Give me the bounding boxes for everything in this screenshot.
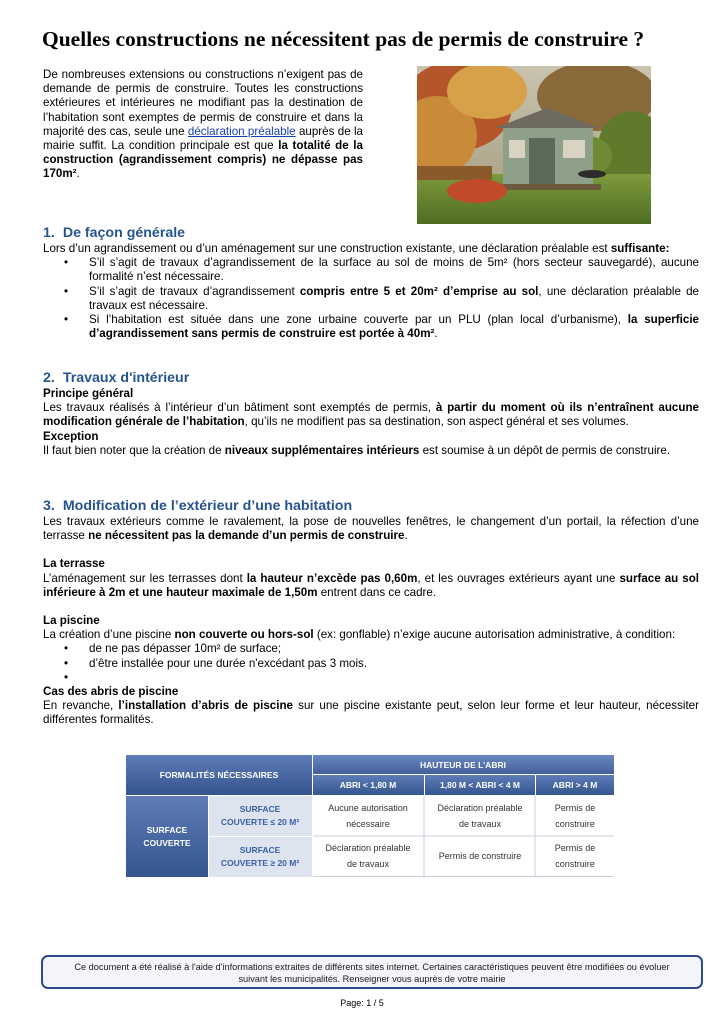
section-heading: 2. Travaux d'intérieur (43, 370, 190, 386)
section-paragraph: Les travaux extérieurs comme le ravalement, la pose de nouvelles fenêtres, le changement d’un portail, la réfection d’une terrasse ne nécessitent pas la demande d’un permis de construire. (43, 515, 699, 543)
formalities-table (126, 755, 614, 877)
table-cell: Permis de (554, 803, 596, 813)
footer-line: Ce document a été réalisé à l'aide d'informations extraites de différents sites internet. Certaines caractéristiques peuvent être modifiées ou évoluer (74, 962, 670, 972)
bullet-list (43, 642, 699, 685)
table-cell: nécessaire (346, 819, 390, 829)
section-heading: 1. De façon générale (43, 225, 186, 241)
subheading-abris: Cas des abris de piscine (43, 685, 179, 699)
table-cell: construire (555, 859, 595, 869)
section-heading: 3. Modification de l’extérieur d’une habitation (43, 498, 353, 514)
section-paragraph: Lors d’un agrandissement ou d’un aménagement sur une construction existante, une déclaration préalable est suffisante: (43, 242, 670, 255)
table-cell: Déclaration préalable (325, 843, 411, 853)
intro-text: . (76, 167, 80, 181)
page-title: Quelles constructions ne nécessitent pas de permis de construire ? (42, 27, 645, 51)
table-header-formalites: FORMALITÉS NÉCESSAIRES (159, 770, 279, 780)
table-row-label: COUVERTE ≤ 20 M² (220, 817, 300, 827)
table-cell: Aucune autorisation (328, 803, 408, 813)
table-cell: de travaux (346, 859, 390, 869)
footer-line: suivant les municipalités. Renseigner vous auprès de votre mairie (238, 973, 506, 984)
section-paragraph: Les travaux réalisés à l’intérieur d’un bâtiment sont exemptés de permis, à partir du moment où ils n’entraînent aucune modification générale de l’habitation, qu’ils ne modifient pas sa destination, son aspect général et ses volumes. (43, 401, 699, 429)
table-cell: Déclaration préalable (437, 803, 523, 813)
table-row-group: COUVERTE (143, 838, 191, 848)
table-cell: Permis de construire (438, 851, 522, 861)
table-cell: construire (555, 819, 595, 829)
table-col-header: ABRI > 4 M (552, 780, 598, 790)
subheading: Exception (43, 429, 99, 443)
section-paragraph: Il faut bien noter que la création de niveaux supplémentaires intérieurs est soumise à un dépôt de permis de construire. (43, 443, 671, 457)
table-row-label: SURFACE (239, 804, 281, 814)
intro-text: auprès de la mairie suffit. La condition principale est que (43, 124, 363, 153)
intro-text: De nombreuses extensions ou constructions n’exigent pas de demande de permis de construire. Toutes les constructions extérieures et intérieures ne modifiant pas la destination de l’habitation sont exemptes de permis de construire et dans la majorité des cas, seule une (43, 68, 363, 138)
list-item: • S’il s’agit de travaux d’agrandissement de la surface au sol de moins de 5m² (hors secteur sauvegardé), aucune formalité n’est nécessaire. (64, 256, 699, 284)
section-paragraph: L’aménagement sur les terrasses dont la hauteur n’excède pas 0,60m, et les ouvrages extérieurs ayant une surface au sol inférieure à 2m et une hauteur maximale de 1,50m entrent dans ce cadre. (43, 571, 699, 599)
intro-paragraph (43, 68, 363, 182)
table-col-header: ABRI < 1,80 M (339, 780, 397, 790)
list-item: • Si l’habitation est située dans une zone urbaine couverte par un PLU (plan local d’urbanisme), la superficie d’agrandissement sans permis de construire est portée à 40m². (64, 313, 699, 341)
list-item: • S’il s’agit de travaux d’agrandissement compris entre 5 et 20m² d’emprise au sol, une déclaration préalable de travaux est nécessaire. (64, 284, 700, 312)
subheading: Principe général (43, 387, 134, 400)
section-paragraph: La création d’une piscine non couverte ou hors-sol (ex: gonflable) n’exige aucune autorisation administrative, à condition: (43, 628, 676, 642)
page-number: Page: 1 / 5 (340, 998, 384, 1008)
intro-bold: la totalité de la construction (agrandissement compris) ne dépasse pas 170m² (43, 139, 363, 181)
footer-note (41, 955, 703, 989)
list-item: • d’être installée pour une durée n'excédant pas 3 mois. (64, 656, 368, 670)
subheading-piscine: La piscine (43, 614, 100, 628)
table-row-label: SURFACE (239, 845, 281, 855)
table-row-label: COUVERTE ≥ 20 M² (220, 858, 300, 868)
garden-shed-photo (417, 66, 651, 224)
declaration-link[interactable]: déclaration préalable (187, 124, 296, 138)
table-cell: de travaux (458, 819, 502, 829)
table-header-hauteur: HAUTEUR DE L’ABRI (420, 760, 506, 770)
table-row-group: SURFACE (146, 825, 188, 835)
table-col-header: 1,80 M < ABRI < 4 M (440, 780, 520, 790)
list-item: • (64, 670, 69, 684)
section-general (43, 224, 699, 341)
section-exterior (43, 497, 699, 728)
table-cell: Permis de (554, 843, 596, 853)
subheading-terrasse: La terrasse (43, 557, 105, 571)
section-paragraph: En revanche, l’installation d’abris de piscine sur une piscine existante peut, selon leur forme et leur hauteur, nécessiter différentes formalités. (43, 699, 699, 727)
bullet-list (43, 256, 699, 341)
list-item: • de ne pas dépasser 10m² de surface; (64, 642, 282, 656)
section-interior (43, 369, 699, 458)
